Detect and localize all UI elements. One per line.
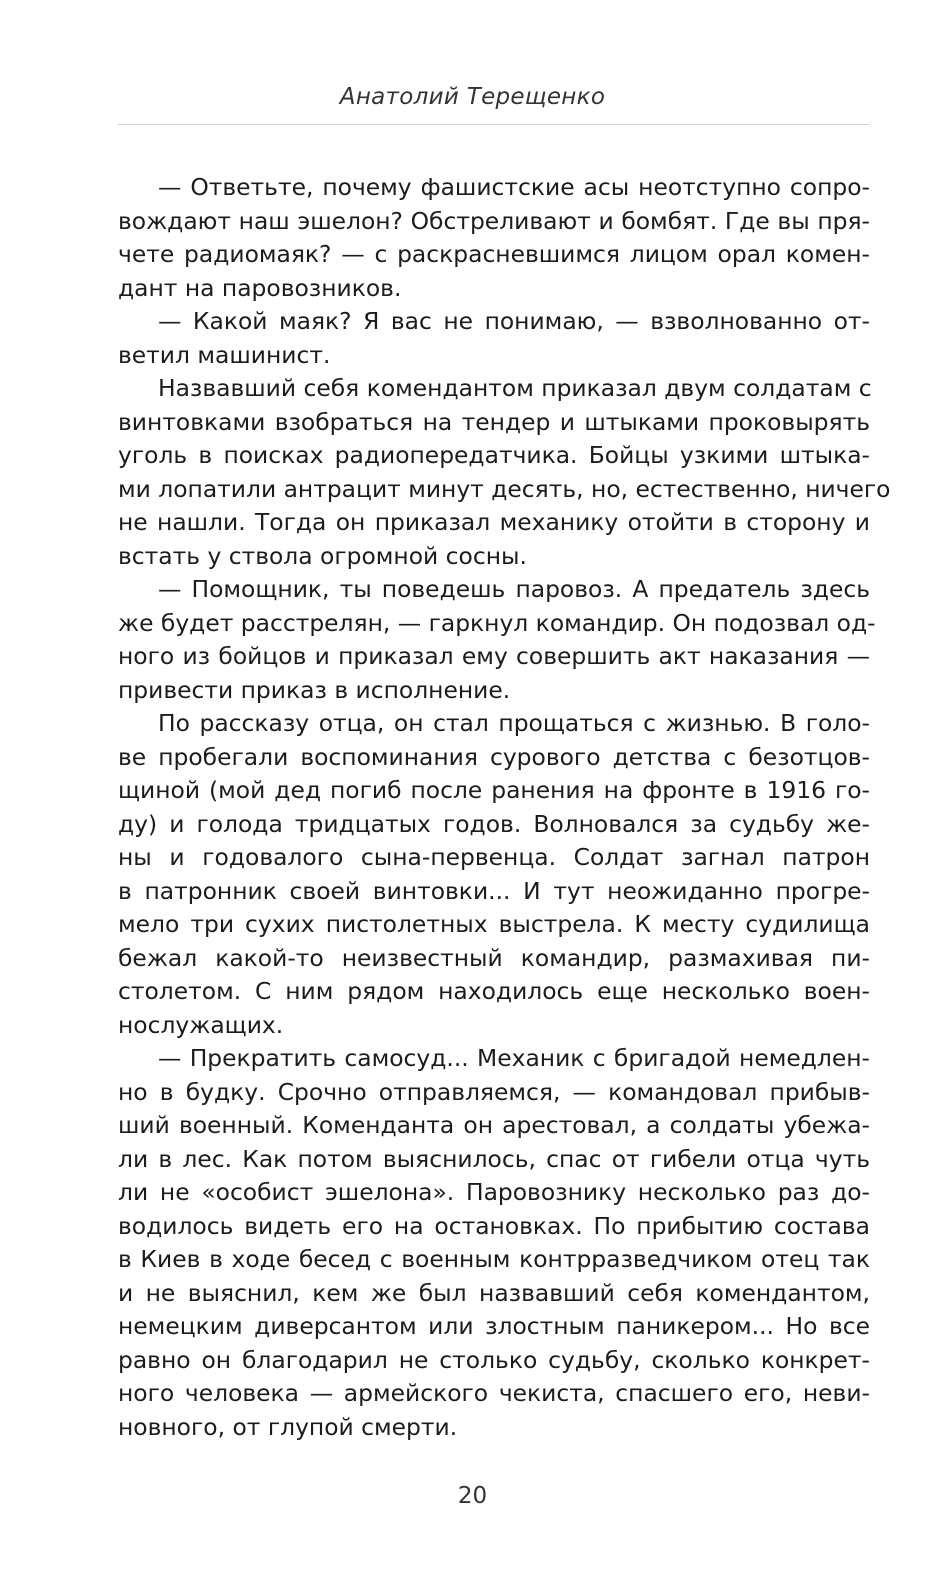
text-line: немецким диверсантом или злостным паникером... Но все [118,1312,870,1340]
text-line: ли не «особист эшелона». Паровознику несколько раз до- [118,1178,870,1206]
text-line: чете радиомаяк? — с раскрасневшимся лицом орал комен- [118,240,870,268]
text-line: По рассказу отца, он стал прощаться с жизнью. В голо- [158,709,870,737]
text-line: ли в лес. Как потом выяснилось, спас от гибели отца чуть [118,1144,870,1173]
text-line: ду) и голода тридцатых годов. Волновался за судьбу же- [118,809,870,838]
header-rule [118,124,870,125]
text-line: ми лопатили антрацит минут десять, но, естественно, ничего [118,474,891,503]
text-line: дант на паровозников. [118,273,402,302]
text-line: ны и годовалого сына-первенца. Солдат загнал патрон [118,843,870,871]
text-line: и не выяснил, кем же был назвавший себя комендантом, [118,1278,870,1307]
text-line: в патронник своей винтовки... И тут неожиданно прогре- [118,876,870,905]
text-line: ного из бойцов и приказал ему совершить акт наказания — [118,642,870,670]
text-line: же будет расстрелян, — гаркнул командир. Он подозвал од- [118,608,876,637]
text-line: — Прекратить самосуд... Механик с бригадой немедлен- [158,1044,870,1072]
text-line: винтовками взобраться на тендер и штыками проковырять [118,407,870,436]
text-line: встать у ствола огромной сосны. [118,541,527,570]
text-line: вождают наш эшелон? Обстреливают и бомбят. Где вы пря- [118,206,870,235]
text-line: равно он благодарил не столько судьбу, сколько конкрет- [118,1345,870,1374]
paragraph [118,707,870,1042]
text-line: не нашли. Тогда он приказал механику отойти в сторону и [118,508,870,536]
text-line: — Помощник, ты поведешь паровоз. А предатель здесь [158,575,870,603]
text-line: ве пробегали воспоминания сурового детства с безотцов- [118,742,870,771]
paragraph [118,573,876,707]
text-line: щиной (мой дед погиб после ранения на фронте в 1916 го- [118,776,870,804]
page-number: 20 [457,1483,488,1509]
text-line: привести приказ в исполнение. [118,675,511,704]
text-line: но в будку. Срочно отправляемся, — командовал прибыв- [118,1077,870,1106]
text-line: ветил машинист. [118,340,331,369]
text-line: столетом. С ним рядом находилось еще несколько воен- [118,977,870,1005]
text-line: — Какой маяк? Я вас не понимаю, — взволнованно от- [158,307,870,335]
text-line: ного человека — армейского чекиста, спасшего его, неви- [118,1379,870,1407]
body-text [118,171,891,1444]
text-line: в Киев в ходе бесед с военным контрразведчиком отец так [118,1245,870,1273]
paragraph [118,372,891,573]
text-line: мело три сухих пистолетных выстрела. К месту судилища [118,910,870,938]
text-line: Назвавший себя комендантом приказал двум солдатам с [158,374,872,402]
paragraph [118,305,870,372]
text-line: — Ответьте, почему фашистские асы неотступно сопро- [158,173,870,201]
text-line: новного, от глупой смерти. [118,1412,458,1441]
text-line: ший военный. Коменданта он арестовал, а солдаты убежа- [118,1111,870,1139]
text-line: уголь в поисках радиопередатчика. Бойцы узкими штыка- [118,441,870,469]
text-line: нослужащих. [118,1010,284,1039]
running-head: Анатолий Терещенко [339,84,606,110]
paragraph [118,1042,870,1444]
text-line: бежал какой-то неизвестный командир, размахивая пи- [118,943,870,972]
paragraph [118,171,870,305]
text-line: водилось видеть его на остановках. По прибытию состава [118,1211,870,1240]
